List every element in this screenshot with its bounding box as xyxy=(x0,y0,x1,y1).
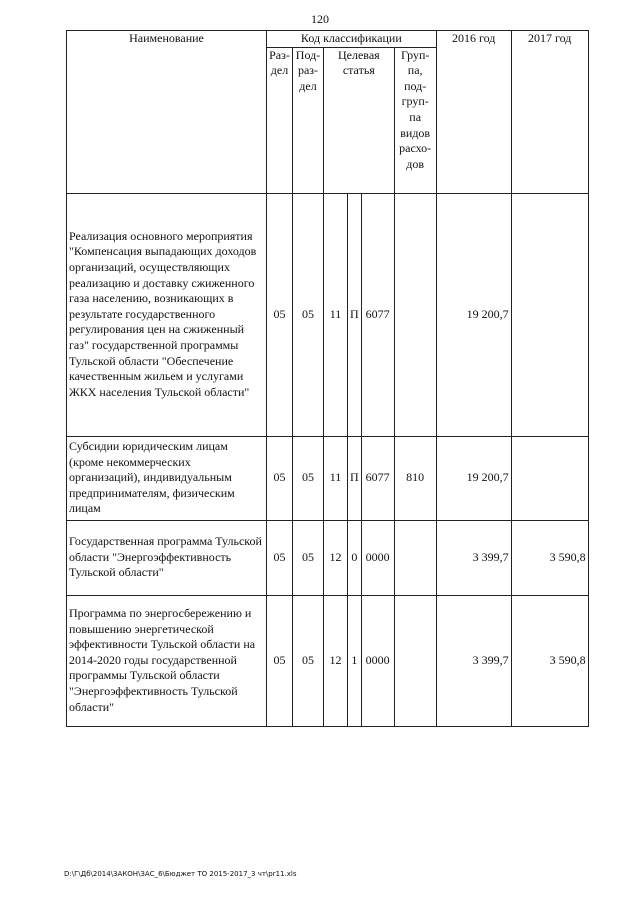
row-expense-group xyxy=(394,520,436,595)
row-razdel: 05 xyxy=(267,520,293,595)
budget-table xyxy=(66,30,589,727)
row-expense-group xyxy=(394,595,436,726)
header-razdel: Раз-дел xyxy=(267,47,293,193)
row-target-subprogram: П xyxy=(348,193,362,436)
row-podrazdel: 05 xyxy=(293,595,324,726)
row-expense-group xyxy=(394,193,436,436)
header-name: Наименование xyxy=(67,31,267,194)
header-target-article: Целевая статья xyxy=(324,47,395,193)
row-amount-2016: 3 399,7 xyxy=(436,595,511,726)
row-amount-2017: 3 590,8 xyxy=(511,520,588,595)
table-row xyxy=(67,436,589,520)
row-podrazdel: 05 xyxy=(293,193,324,436)
row-target-program: 11 xyxy=(324,193,348,436)
table-row xyxy=(67,520,589,595)
header-podrazdel: Под-раз-дел xyxy=(293,47,324,193)
row-name: Программа по энергосбережению и повышению энергетической эффективности Тульской области на 2014-2020 годы государственной программы Тульской области "Энергоэффективность Тульской области" xyxy=(67,595,267,726)
row-razdel: 05 xyxy=(267,595,293,726)
row-target-direction: 0000 xyxy=(361,595,394,726)
header-2016: 2016 год xyxy=(436,31,511,194)
row-razdel: 05 xyxy=(267,436,293,520)
footer-file-path: D:\Г\Дб\2014\ЗАКОН\ЗАС_6\Бюджет ТО 2015-2017_3 чт\pr11.xls xyxy=(64,870,297,878)
row-amount-2017: 3 590,8 xyxy=(511,595,588,726)
row-amount-2017 xyxy=(511,193,588,436)
row-amount-2016: 19 200,7 xyxy=(436,193,511,436)
page-number: 120 xyxy=(311,12,329,26)
row-name: Субсидии юридическим лицам (кроме некоммерческих организаций), индивидуальным предпринимателям, физическим лицам xyxy=(67,436,267,520)
row-name: Государственная программа Тульской области "Энергоэффективность Тульской области" xyxy=(67,520,267,595)
row-target-subprogram: 1 xyxy=(348,595,362,726)
row-amount-2016: 19 200,7 xyxy=(436,436,511,520)
row-podrazdel: 05 xyxy=(293,520,324,595)
row-razdel: 05 xyxy=(267,193,293,436)
row-name: Реализация основного мероприятия "Компенсация выпадающих доходов организаций, осуществляющих реализацию и доставку сжиженного газа населению, возникающих в результате государственного регулирования цен на сжиженный газ" государственной программы Тульской области "Обеспечение качественным жильем и услугами ЖКХ населения Тульской области" xyxy=(67,193,267,436)
header-expense-group: Груп-па, под-груп-па видов расхо-дов xyxy=(394,47,436,193)
row-target-subprogram: 0 xyxy=(348,520,362,595)
header-code-group: Код классификации xyxy=(267,31,437,48)
header-2017: 2017 год xyxy=(511,31,588,194)
row-target-direction: 6077 xyxy=(361,436,394,520)
row-target-subprogram: П xyxy=(348,436,362,520)
row-expense-group: 810 xyxy=(394,436,436,520)
table-row xyxy=(67,193,589,436)
row-podrazdel: 05 xyxy=(293,436,324,520)
row-target-program: 11 xyxy=(324,436,348,520)
row-target-direction: 0000 xyxy=(361,520,394,595)
header-row-1 xyxy=(67,31,589,48)
row-amount-2016: 3 399,7 xyxy=(436,520,511,595)
row-target-program: 12 xyxy=(324,595,348,726)
row-amount-2017 xyxy=(511,436,588,520)
row-target-direction: 6077 xyxy=(361,193,394,436)
table-row xyxy=(67,595,589,726)
row-target-program: 12 xyxy=(324,520,348,595)
